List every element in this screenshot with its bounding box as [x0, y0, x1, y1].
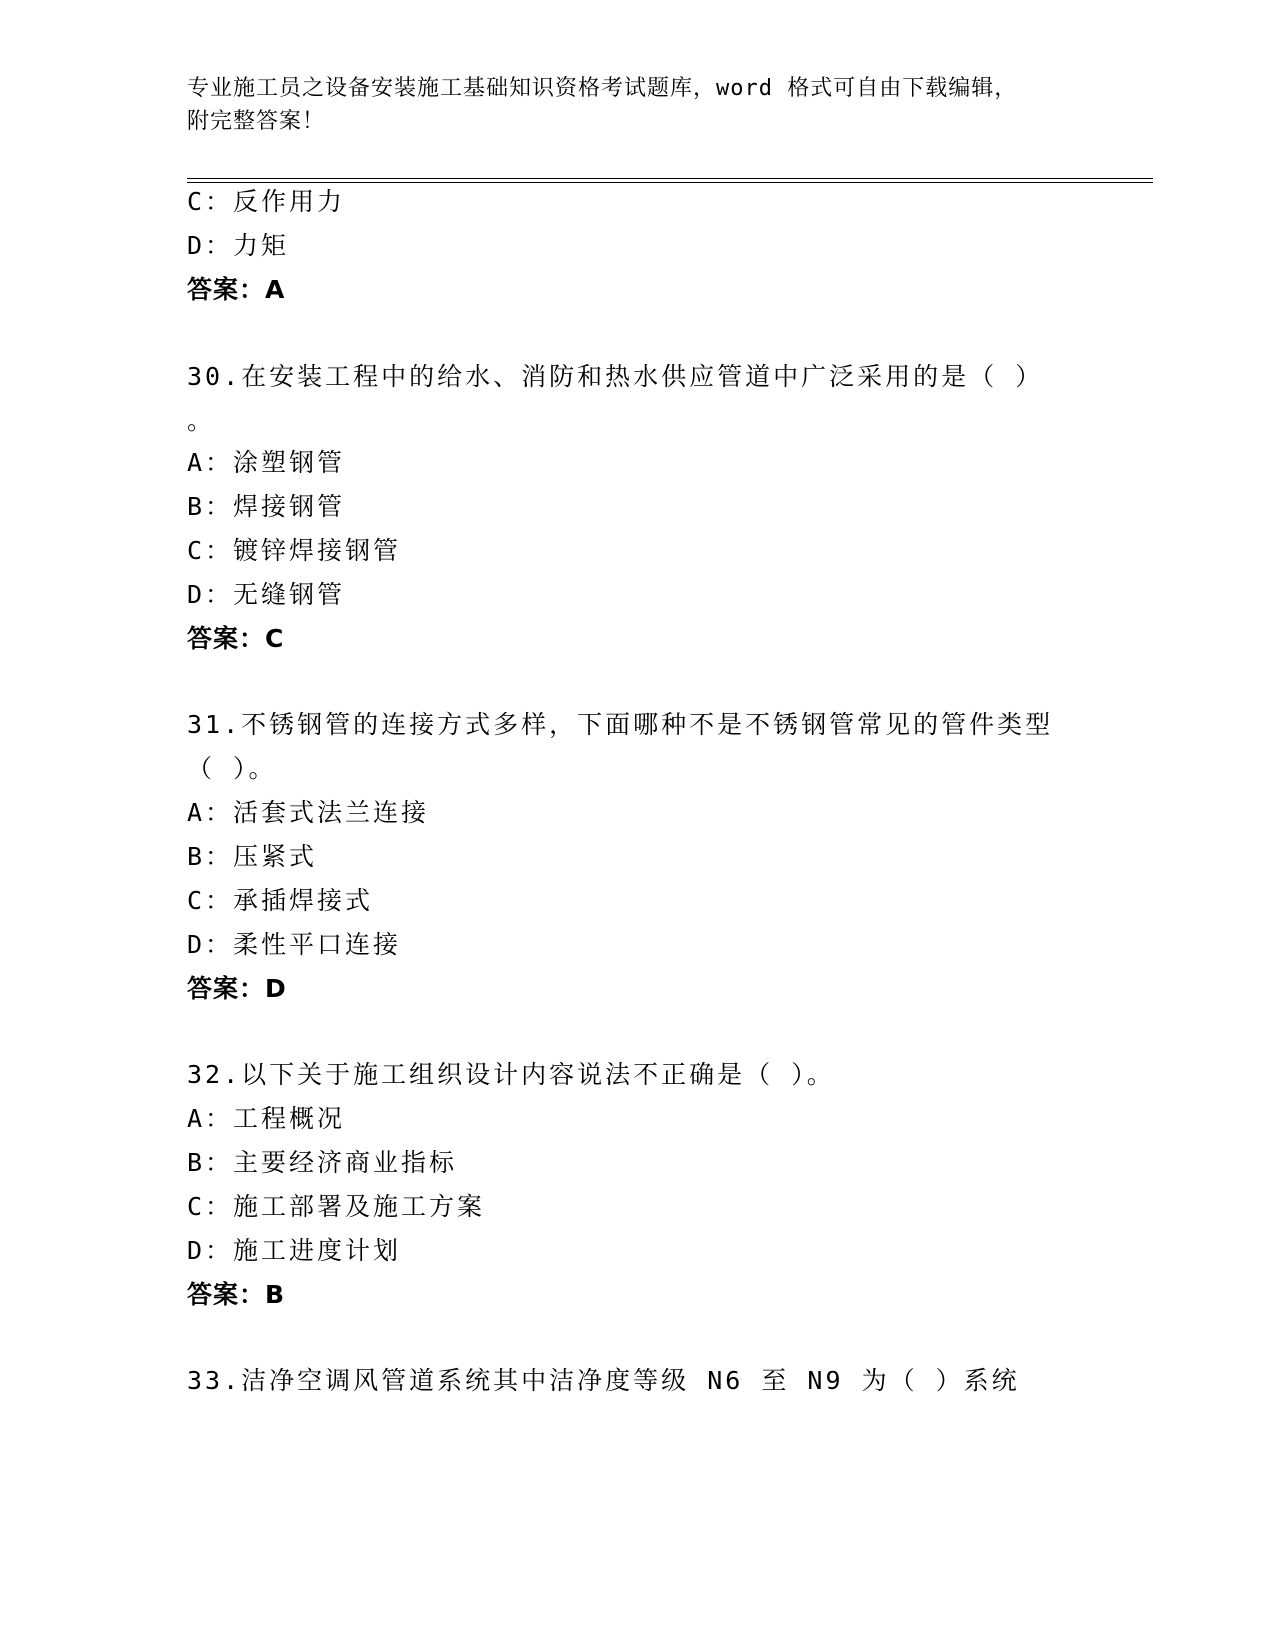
- q32-answer: 答案：B: [187, 1280, 286, 1309]
- q32-option-b: B：主要经济商业指标: [187, 1148, 458, 1177]
- header-line-2: 附完整答案！: [187, 109, 326, 134]
- q32-stem-line-1: 32.以下关于施工组织设计内容说法不正确是（ ）。: [187, 1060, 835, 1089]
- q32-option-c: C：施工部署及施工方案: [187, 1192, 486, 1221]
- q32-option-a: A：工程概况: [187, 1104, 346, 1133]
- q30-stem-line-1: 30.在安装工程中的给水、消防和热水供应管道中广泛采用的是（ ）: [187, 362, 1044, 391]
- q30-option-d: D：无缝钢管: [187, 580, 346, 609]
- q30-option-a: A：涂塑钢管: [187, 448, 346, 477]
- q31-answer: 答案：D: [187, 974, 287, 1003]
- q31-option-c: C：承插焊接式: [187, 886, 374, 915]
- q31-option-d: D：柔性平口连接: [187, 930, 402, 959]
- q29-answer: 答案：A: [187, 275, 286, 304]
- q30-answer: 答案：C: [187, 624, 285, 653]
- q33-stem-line-1: 33.洁净空调风管道系统其中洁净度等级 N6 至 N9 为（ ）系统: [187, 1366, 1020, 1395]
- header-line-1: 专业施工员之设备安装施工基础知识资格考试题库，word 格式可自由下载编辑，: [187, 76, 1018, 101]
- q31-option-b: B：压紧式: [187, 842, 318, 871]
- q29-option-d: D：力矩: [187, 231, 290, 260]
- q30-option-b: B：焊接钢管: [187, 492, 346, 521]
- q30-option-c: C：镀锌焊接钢管: [187, 536, 402, 565]
- q32-option-d: D：施工进度计划: [187, 1236, 402, 1265]
- q31-stem-line-2: （ ）。: [187, 754, 277, 783]
- q30-stem-line-2: 。: [187, 406, 216, 435]
- document-header: [187, 72, 1067, 138]
- q31-option-a: A：活套式法兰连接: [187, 798, 430, 827]
- q29-option-c: C：反作用力: [187, 187, 346, 216]
- q31-stem-line-1: 31.不锈钢管的连接方式多样，下面哪种不是不锈钢管常见的管件类型: [187, 710, 1054, 739]
- header-divider: [187, 178, 1153, 183]
